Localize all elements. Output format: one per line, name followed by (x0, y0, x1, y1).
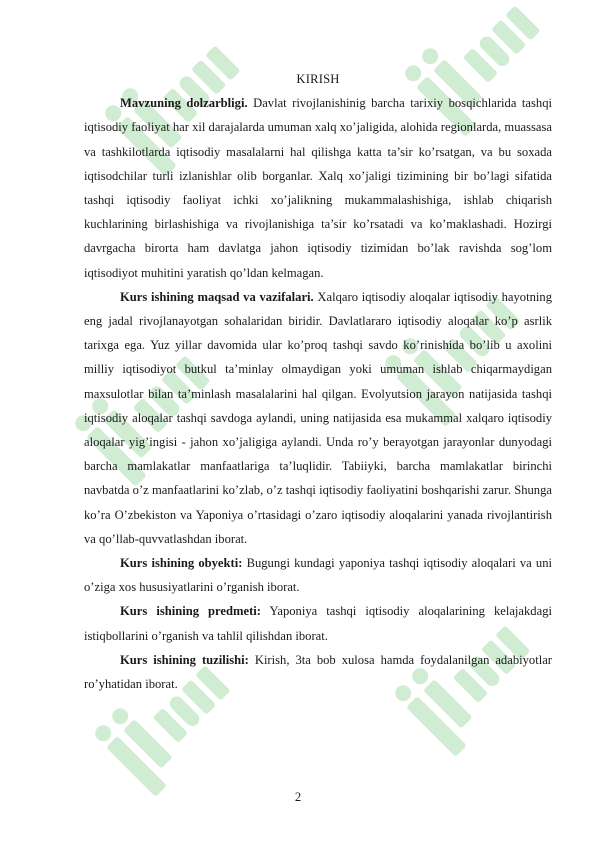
paragraph-lead: Kurs ishining predmeti: (120, 604, 261, 619)
paragraph-object (84, 551, 552, 599)
paragraph-text: Bugungi kundagi yaponiya tashqi iqtisodiy aloqalari va uni o’ziga xos hususiyatlarini o’rganish iborat. (84, 556, 552, 595)
document-body (84, 67, 552, 696)
paragraph-text: Davlat rivojlanishinig barcha tarixiy bosqichlarida tashqi iqtisodiy faoliyat har xil darajalarda umuman xalq xo’jaligida, alohida regionlarda, muassasa va tashkilotlarda iqtisodiy masalalarni hal qilishga katta ta’sir ko’rsatgan, va bu soxada iqtisodchilar turli izlanishlar olib borganlar. Xalq xo’jaligi tizimining bir bo’lagi sifatida tashqi iqtisodiy faoliyat ichki xo’jalikning mukammalashishiga, ishlab chiqarish kuchlarining birlashishiga va rivojlanishiga ta’sir ko’rsatadi va ko’maklashadi. Hozirgi davrgacha birorta ham davlatga jahon iqtisodiy tizimidan bo’lak ravishda sog’lom iqtisodiyot muhitini yaratish qo’ldan kelmagan. (84, 96, 553, 280)
paragraph-subject (84, 599, 552, 647)
paragraph-lead: Kurs ishining tuzilishi: (120, 652, 249, 667)
page-number: 2 (294, 790, 302, 804)
page-title: KIRISH (296, 72, 340, 86)
paragraph-lead: Kurs ishining obyekti: (120, 556, 243, 571)
paragraph-structure (84, 648, 552, 696)
paragraph-relevance (84, 91, 552, 285)
paragraph-lead: Mavzuning dolzarbligi. (120, 96, 248, 111)
paragraph-text: Xalqaro iqtisodiy aloqalar iqtisodiy hayotning eng jadal rivojlanayotgan sohalaridan biridir. Davlatlararo iqtisodiy aloqalar ko’p asrlik tarixga ega. Yuz yillar davomida ular ko’proq tashqi savdo ko’rinishida bo’lib u axolini milliy iqtisodiyot butkul ta’minlay olmaydigan yoki umuman ishlab chiqarmaydigan maxsulotlar bilan ta’minlash masalalarini hal qilgan. Evolyutsion jarayon natijasida tashqi iqtisodiy aloqalar tashqi savdoga aylandi, uning natijasida esa mukammal xalqaro iqtisodiy aloqalar yig’ingisi - jahon xo’jaligiga aylandi. Unda ro’y berayotgan jarayonlar dunyodagi barcha mamlakatlar manfaatlariga ta’luqlidir. Tabiiyki, barcha mamlakatlar birinchi navbatda o’z manfaatlarini ko’zlab, o’z tashqi iqtisodiy faoliyatini boshqarishi zarur. Shunga ko’ra O’zbekiston va Yaponiya o’rtasidagi o’zaro iqtisodiy aloqalarini yanada rivojlantirish va qo’llab-quvvatlashdan iborat. (84, 289, 552, 546)
paragraph-goals (84, 285, 552, 551)
paragraph-text: Kirish, 3ta bob xulosa hamda foydalanilgan adabiyotlar ro’yhatidan iborat. (84, 652, 552, 692)
paragraph-lead: Kurs ishining maqsad va vazifalari. (120, 289, 314, 304)
paragraph-text: Yaponiya tashqi iqtisodiy aloqalarining kelajakdagi istiqbollarini o’rganish va tahlil qilishdan iborat. (84, 604, 552, 643)
